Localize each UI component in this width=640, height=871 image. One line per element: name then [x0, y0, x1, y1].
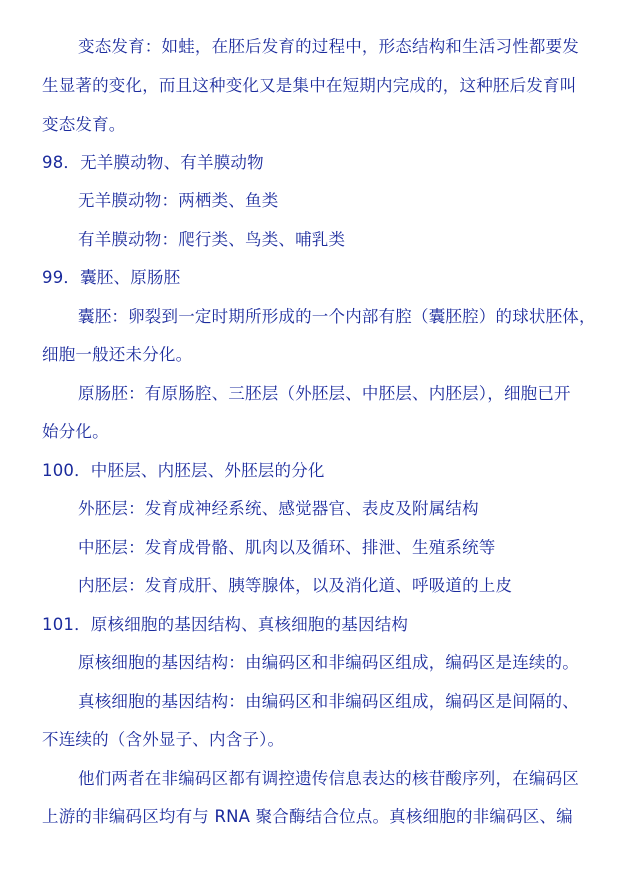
- paragraph-line: 内胚层：发育成肝、胰等腺体，以及消化道、呼吸道的上皮: [78, 576, 513, 595]
- paragraph-line: 囊胚：卵裂到一定时期所形成的一个内部有腔（囊胚腔）的球状胚体，: [78, 307, 596, 326]
- section-heading: 98．无羊膜动物、有羊膜动物: [42, 153, 264, 172]
- paragraph-line: 无羊膜动物：两栖类、鱼类: [78, 191, 279, 210]
- paragraph-line: 变态发育。: [42, 115, 126, 134]
- paragraph-line: 外胚层：发育成神经系统、感觉器官、表皮及附属结构: [78, 499, 479, 518]
- paragraph-line: 上游的非编码区均有与 RNA 聚合酶结合位点。真核细胞的非编码区、编: [42, 807, 573, 826]
- section-heading: 99．囊胚、原肠胚: [42, 268, 181, 287]
- paragraph-line: 中胚层：发育成骨骼、肌肉以及循环、排泄、生殖系统等: [78, 538, 496, 557]
- paragraph-line: 始分化。: [42, 422, 109, 441]
- section-heading: 101．原核细胞的基因结构、真核细胞的基因结构: [42, 615, 409, 634]
- section-heading: 100．中胚层、内胚层、外胚层的分化: [42, 461, 325, 480]
- paragraph-line: 有羊膜动物：爬行类、鸟类、哺乳类: [78, 230, 346, 249]
- paragraph-line: 变态发育：如蛙，在胚后发育的过程中，形态结构和生活习性都要发: [78, 37, 579, 56]
- paragraph-line: 他们两者在非编码区都有调控遗传信息表达的核苷酸序列，在编码区: [78, 769, 579, 788]
- paragraph-line: 真核细胞的基因结构：由编码区和非编码区组成，编码区是间隔的、: [78, 692, 579, 711]
- paragraph-line: 细胞一般还未分化。: [42, 345, 193, 364]
- paragraph-line: 原肠胚：有原肠腔、三胚层（外胚层、中胚层、内胚层），细胞已开: [78, 384, 571, 403]
- paragraph-line: 原核细胞的基因结构：由编码区和非编码区组成，编码区是连续的。: [78, 653, 579, 672]
- paragraph-line: 不连续的（含外显子、内含子）。: [42, 730, 285, 749]
- paragraph-line: 生显著的变化，而且这种变化又是集中在短期内完成的，这种胚后发育叫: [42, 76, 577, 95]
